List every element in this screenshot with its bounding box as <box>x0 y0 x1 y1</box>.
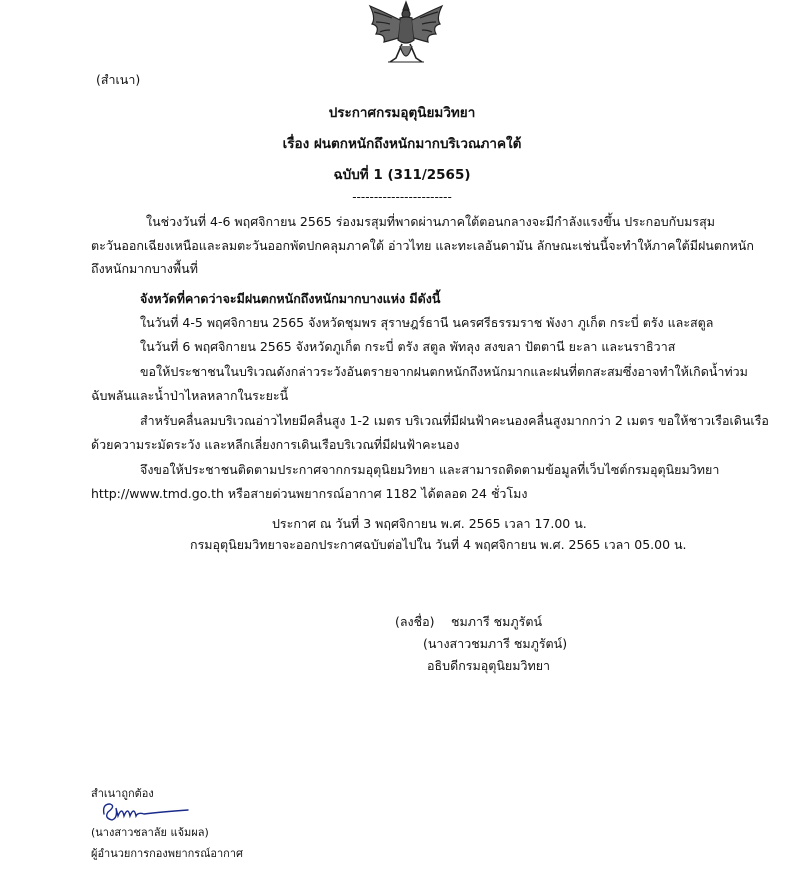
day2-provinces: ในวันที่ 6 พฤศจิกายน 2565 จังหวัดภูเก็ต กระบี่ ตรัง สตูล พัทลุง สงขลา ปัตตานี ยะลา และนราธิวาส <box>140 339 676 354</box>
follow-line1: จึงขอให้ประชาชนติดตามประกาศจากกรมอุตุนิยมวิทยา และสามารถติดตามข้อมูลที่เว็บไซต์กรมอุตุนิยมวิทยา <box>140 462 720 477</box>
garuda-emblem-icon <box>362 0 450 70</box>
para1-line2: ตะวันออกเฉียงเหนือและลมตะวันออกพัดปกคลุมภาคใต้ อ่าวไทย และทะเลอันดามัน ลักษณะเช่นนี้จะทำให้ภาคใต้มีฝนตกหนัก <box>91 238 754 253</box>
signed-label: (ลงชื่อ) <box>395 614 435 629</box>
provinces-heading: จังหวัดที่คาดว่าจะมีฝนตกหนักถึงหนักมากบางแห่ง มีดังนี้ <box>140 291 441 306</box>
doc-subject: เรื่อง ฝนตกหนักถึงหนักมากบริเวณภาคใต้ <box>282 136 522 152</box>
marine-line2: ด้วยความระมัดระวัง และหลีกเลี่ยงการเดินเรือบริเวณที่มีฝนฟ้าคะนอง <box>91 437 460 452</box>
certify-label: สำเนาถูกต้อง <box>91 787 154 800</box>
marine-line1: สำหรับคลื่นลมบริเวณอ่าวไทยมีคลื่นสูง 1-2 เมตร บริเวณที่มีฝนฟ้าคะนองคลื่นสูงมากกว่า 2 เมตร ขอให้ชาวเรือเดินเรือ <box>140 413 769 428</box>
next-issue: กรมอุตุนิยมวิทยาจะออกประกาศฉบับต่อไปใน วันที่ 4 พฤศจิกายน พ.ศ. 2565 เวลา 05.00 น. <box>190 537 687 552</box>
para1-line3: ถึงหนักมากบางพื้นที่ <box>91 261 198 276</box>
warning-line1: ขอให้ประชาชนในบริเวณดังกล่าวระวังอันตรายจากฝนตกหนักถึงหนักมากและฝนที่ตกสะสมซึ่งอาจทำให้เกิดน้ำท่วม <box>140 364 748 379</box>
day1-provinces: ในวันที่ 4-5 พฤศจิกายน 2565 จังหวัดชุมพร สุราษฎร์ธานี นครศรีธรรมราช พังงา ภูเก็ต กระบี่ ตรัง และสตูล <box>140 315 714 330</box>
announced-date: ประกาศ ณ วันที่ 3 พฤศจิกายน พ.ศ. 2565 เวลา 17.00 น. <box>272 516 587 531</box>
para1-line1: ในช่วงวันที่ 4-6 พฤศจิกายน 2565 ร่องมรสุมที่พาดผ่านภาคใต้ตอนกลางจะมีกำลังแรงขึ้น ประกอบกับมรสุม <box>146 214 715 229</box>
handwritten-signature <box>100 798 192 824</box>
follow-line2: http://www.tmd.go.th หรือสายด่วนพยากรณ์อากาศ 1182 ได้ตลอด 24 ชั่วโมง <box>91 486 528 501</box>
certifier-name: (นางสาวชลาลัย แจ้มผล) <box>91 826 209 839</box>
signatory-position: อธิบดีกรมอุตุนิยมวิทยา <box>427 658 551 673</box>
doc-title: ประกาศกรมอุตุนิยมวิทยา <box>328 105 476 121</box>
separator: ----------------------- <box>352 190 452 204</box>
signatory-full-name: (นางสาวชมภารี ชมภูรัตน์) <box>423 636 568 651</box>
signed-name: ชมภารี ชมภูรัตน์ <box>451 614 543 629</box>
doc-issue: ฉบับที่ 1 (311/2565) <box>333 167 471 183</box>
warning-line2: ฉับพลันและน้ำป่าไหลหลากในระยะนี้ <box>91 388 289 403</box>
certifier-position: ผู้อำนวยการกองพยากรณ์อากาศ <box>91 847 244 860</box>
copy-mark: (สำเนา) <box>96 72 141 87</box>
